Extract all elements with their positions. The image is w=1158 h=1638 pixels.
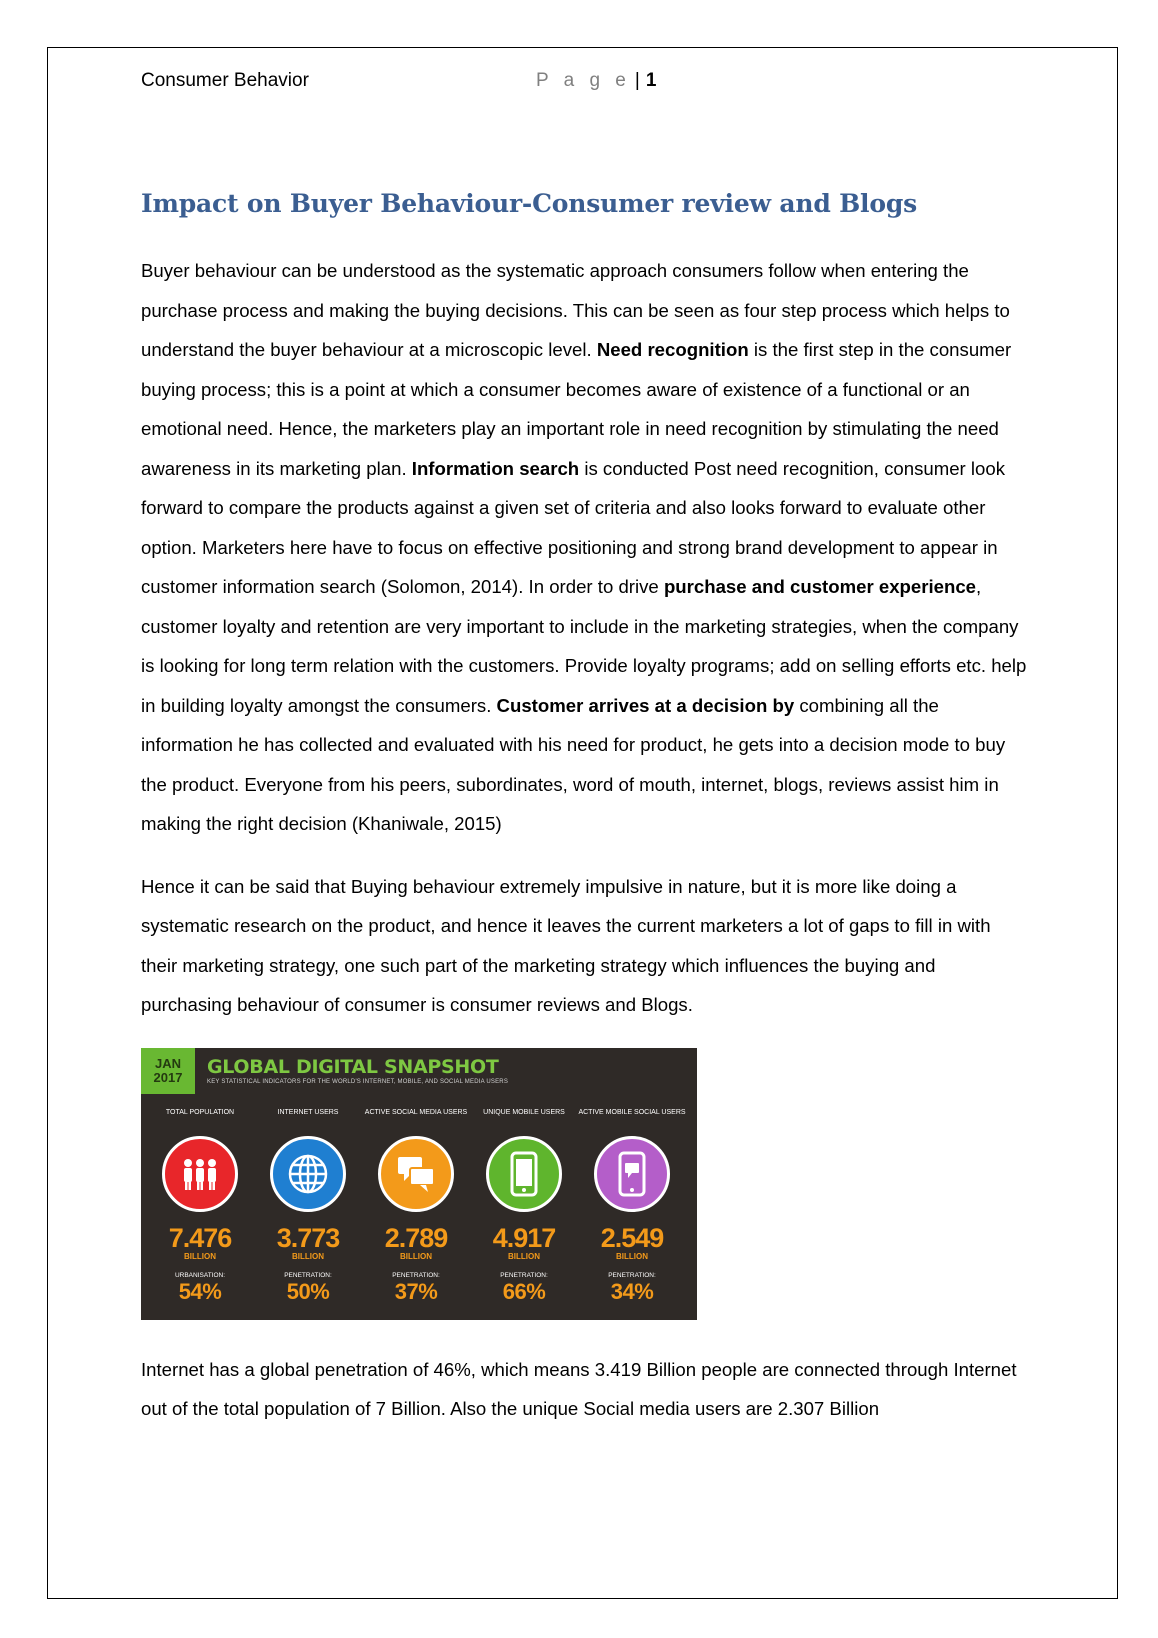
stat-unit: BILLION (400, 1251, 432, 1261)
stat-unit: BILLION (616, 1251, 648, 1261)
section-heading: Impact on Buyer Behaviour-Consumer review and Blogs (141, 189, 917, 218)
mobile-social-icon (594, 1136, 670, 1212)
stat-label: ACTIVE MOBILE SOCIAL USERS (578, 1108, 686, 1116)
stat-column-population (146, 1108, 254, 1304)
paragraph-impulsive: Hence it can be said that Buying behaviour extremely impulsive in nature, but it is more like doing a systematic research on the product, and hence it leaves the current marketers a lot of gaps to fill in with their marketing strategy, one such part of the marketing strategy which influences the buying and purchasing behaviour of consumer is consumer reviews and Blogs. (141, 875, 991, 1015)
bold-purchase-experience: purchase and customer experience (663, 576, 977, 597)
stat-percent: 34% (610, 1278, 654, 1304)
stat-label: INTERNET USERS (277, 1108, 339, 1116)
stat-percent: 50% (286, 1278, 330, 1304)
paragraph-buyer-behaviour (141, 251, 1031, 844)
badge-year: 2017 (153, 1069, 183, 1085)
stat-unit: BILLION (508, 1251, 540, 1261)
page-word: P a g e (536, 70, 631, 91)
stat-unit: BILLION (292, 1251, 324, 1261)
infographic-title: GLOBAL DIGITAL SNAPSHOT (207, 1055, 499, 1078)
text-run: combining all the information he has collected and evaluated with his need for product, he gets into a decision mode to buy the product. Everyone from his peers, subordinates, word of mouth, internet, blogs, reviews assist him in making the right decision (Khaniwale, 2015) (141, 694, 1006, 834)
stat-percent: 66% (502, 1278, 546, 1304)
stat-sublabel: PENETRATION: (284, 1271, 332, 1279)
stat-column-mobile-social (578, 1108, 686, 1304)
stat-label: ACTIVE SOCIAL MEDIA USERS (364, 1108, 468, 1116)
stat-percent: 54% (178, 1278, 222, 1304)
stat-sublabel: PENETRATION: (500, 1271, 548, 1279)
stat-value: 3.773 (276, 1222, 340, 1253)
date-badge (141, 1048, 195, 1094)
bold-information-search: Information search (411, 457, 580, 479)
stat-percent: 37% (394, 1278, 438, 1304)
page-number: 1 (645, 70, 657, 91)
text-run: , customer loyalty and retention are very important to include in the marketing strategies, when the company is looking for long term relation with the customers. Provide loyalty programs; add on selling efforts etc. help in building loyalty amongst the consumers. (141, 576, 1027, 716)
phone-icon (486, 1136, 562, 1212)
page-separator: | (634, 70, 640, 91)
stat-column-mobile (470, 1108, 578, 1304)
stat-column-social (362, 1108, 470, 1304)
stat-sublabel: PENETRATION: (608, 1271, 656, 1279)
digital-snapshot-infographic (141, 1048, 697, 1320)
stat-sublabel: PENETRATION: (392, 1271, 440, 1279)
badge-month: JAN (154, 1055, 181, 1071)
text-run: is conducted Post need recognition, consumer look forward to compare the products against a given set of criteria and also looks forward to evaluate other option. Marketers here have to focus on effective positioning and strong brand development to appear in customer information search (Solomon, 2014). In order to drive (141, 457, 1006, 597)
stat-sublabel: URBANISATION: (174, 1271, 226, 1279)
header-title: Consumer Behavior (141, 70, 309, 91)
chat-icon (378, 1136, 454, 1212)
page-header (141, 70, 1041, 98)
stat-column-internet (254, 1108, 362, 1304)
text-run: is the first step in the consumer buying process; this is a point at which a consumer becomes aware of existence of a functional or an emotional need. Hence, the marketers play an important role in need recognition by stimulating the need awareness in its marketing plan. (141, 339, 1012, 479)
stat-value: 2.789 (384, 1222, 448, 1253)
globe-icon (270, 1136, 346, 1212)
infographic-subtitle: KEY STATISTICAL INDICATORS FOR THE WORLD'S INTERNET, MOBILE, AND SOCIAL MEDIA USERS (207, 1078, 509, 1085)
bold-need-recognition: Need recognition (596, 339, 749, 360)
text-run: Buyer behaviour can be understood as the systematic approach consumers follow when entering the purchase process and making the buying decisions. This can be seen as four step process which helps to understand the buyer behaviour at a microscopic level. (141, 260, 1010, 360)
stat-value: 7.476 (168, 1222, 232, 1253)
bold-decision: Customer arrives at a decision by (496, 694, 795, 716)
stat-value: 2.549 (600, 1222, 664, 1253)
document-body (141, 183, 1031, 1452)
people-icon (162, 1136, 238, 1212)
stat-unit: BILLION (184, 1251, 216, 1261)
stat-value: 4.917 (492, 1222, 556, 1253)
stat-label: TOTAL POPULATION (165, 1108, 235, 1116)
page-number-label (536, 70, 656, 92)
paragraph-internet-penetration: Internet has a global penetration of 46%, which means 3.419 Billion people are connected through Internet out of the total population of 7 Billion. Also the unique Social media users are 2.307 Billion (141, 1358, 1017, 1419)
stat-label: UNIQUE MOBILE USERS (483, 1108, 565, 1116)
